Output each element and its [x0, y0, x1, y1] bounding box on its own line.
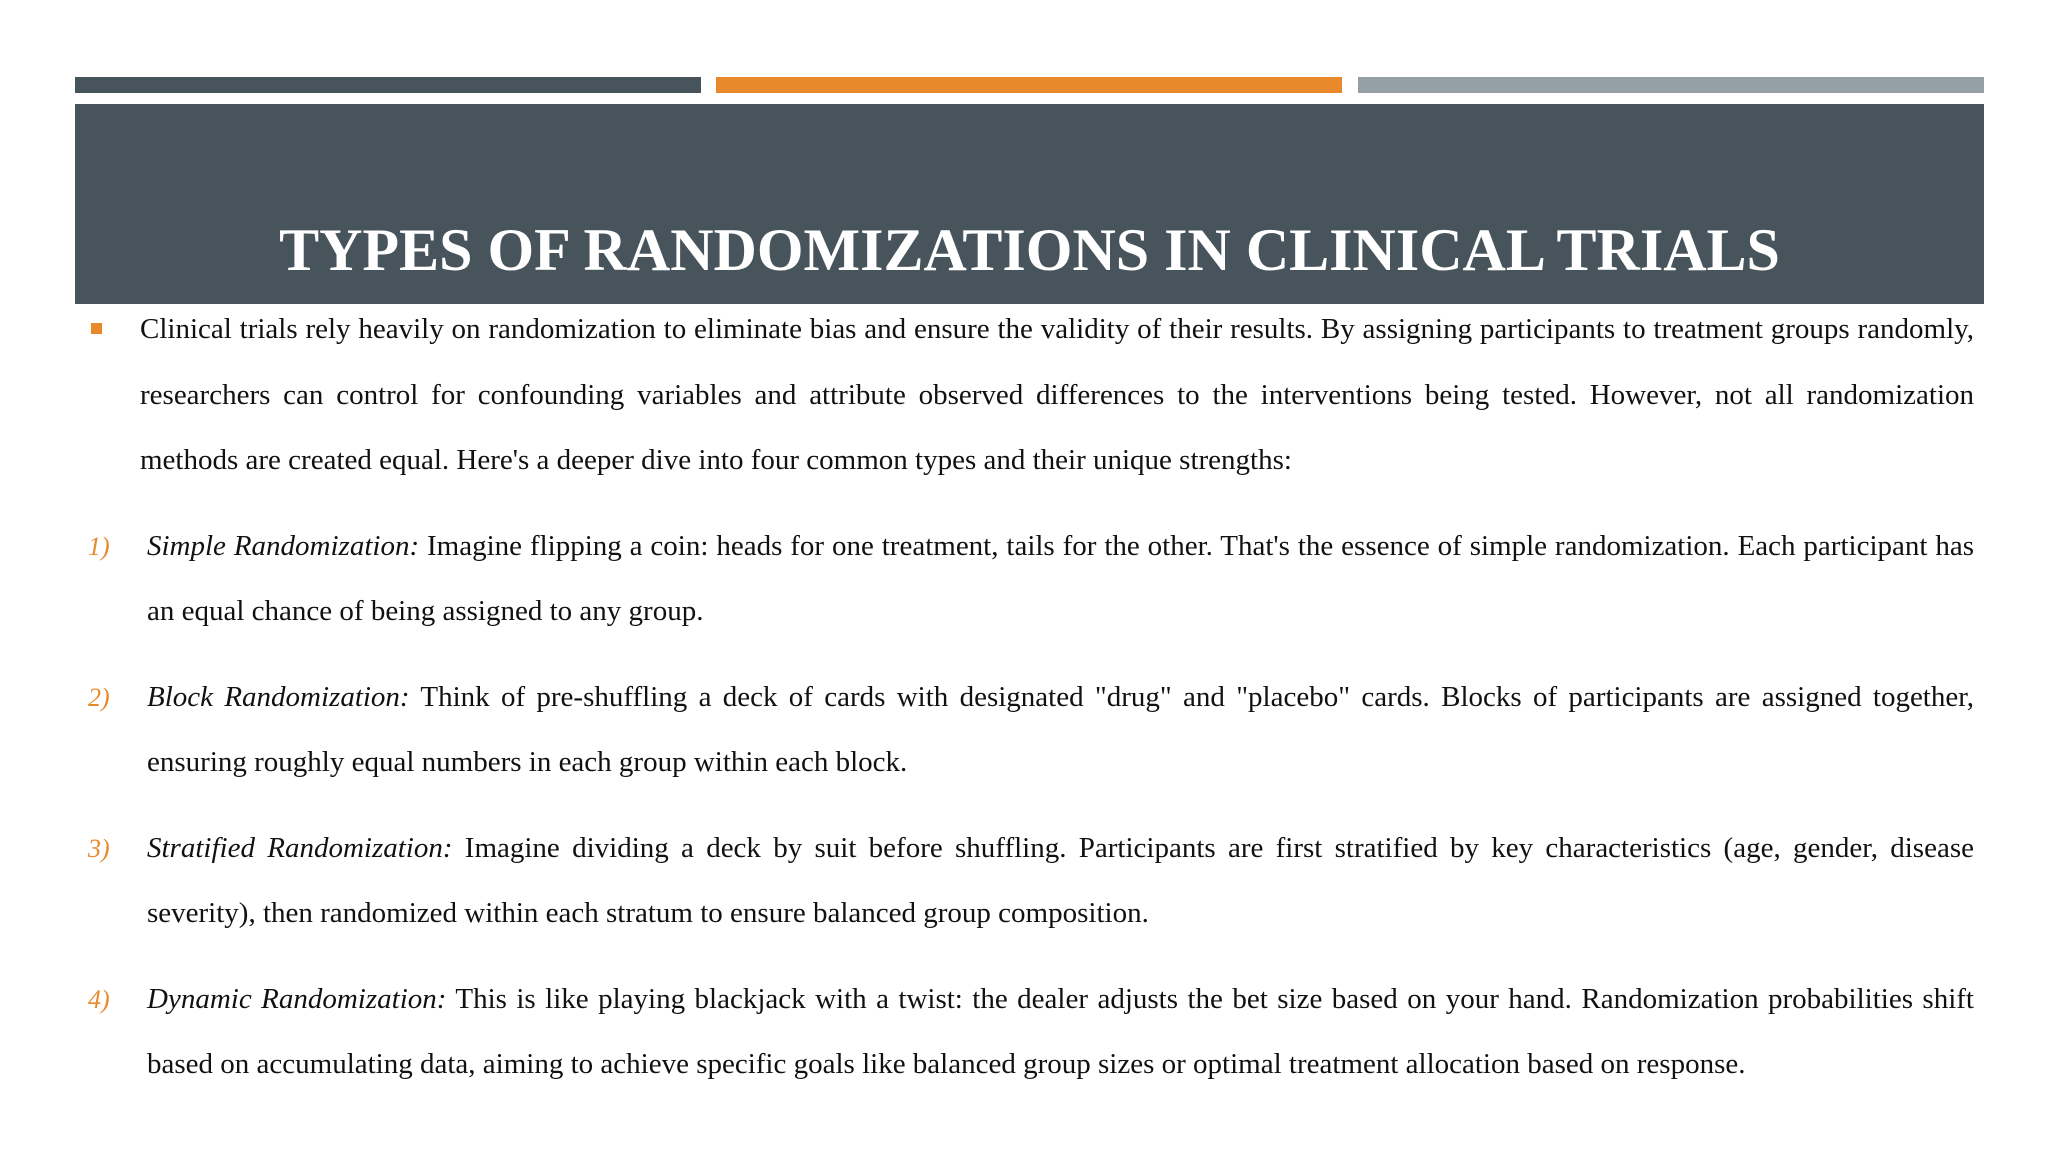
randomization-types-list	[85, 514, 1974, 1098]
list-item	[85, 665, 1974, 796]
accent-bar-orange	[716, 77, 1342, 93]
list-item-text: Think of pre-shuffling a deck of cards with designated "drug" and "placebo" cards. Blocks of participants are assigned together, ensuring roughly equal numbers in each group within each block.	[147, 680, 1974, 778]
slide-content	[85, 297, 1974, 1118]
square-bullet-icon	[91, 323, 102, 334]
accent-bar-gray	[1358, 77, 1984, 93]
title-banner	[75, 104, 1984, 304]
intro-paragraph	[85, 297, 1974, 494]
list-item	[85, 967, 1974, 1098]
list-item-term: Simple Randomization:	[147, 529, 420, 562]
list-item	[85, 816, 1974, 947]
list-item-number: 1)	[88, 531, 110, 561]
list-item-term: Dynamic Randomization:	[147, 982, 447, 1015]
intro-text: Clinical trials rely heavily on randomization to eliminate bias and ensure the validity of their results. By assigning participants to treatment groups randomly, researchers can control for confounding variables and attribute observed differences to the interventions being tested. However, not all randomization methods are created equal. Here's a deeper dive into four common types and their unique strengths:	[140, 313, 1974, 476]
list-item	[85, 514, 1974, 645]
list-item-text: Imagine flipping a coin: heads for one treatment, tails for the other. That's the essence of simple randomization. Each participant has an equal chance of being assigned to any group.	[147, 529, 1974, 627]
list-item-text: Imagine dividing a deck by suit before shuffling. Participants are first stratified by key characteristics (age, gender, disease severity), then randomized within each stratum to ensure balanced group composition.	[147, 831, 1974, 929]
accent-bar-dark	[75, 77, 701, 93]
list-item-number: 4)	[88, 984, 110, 1014]
slide-title: TYPES OF RANDOMIZATIONS IN CLINICAL TRIALS	[279, 217, 1780, 283]
list-item-text: This is like playing blackjack with a twist: the dealer adjusts the bet size based on your hand. Randomization probabilities shift based on accumulating data, aiming to achieve specific goals like balanced group sizes or optimal treatment allocation based on response.	[147, 982, 1974, 1080]
list-item-term: Block Randomization:	[147, 680, 410, 713]
list-item-number: 2)	[88, 682, 110, 712]
list-item-number: 3)	[88, 833, 110, 863]
list-item-term: Stratified Randomization:	[147, 831, 453, 864]
